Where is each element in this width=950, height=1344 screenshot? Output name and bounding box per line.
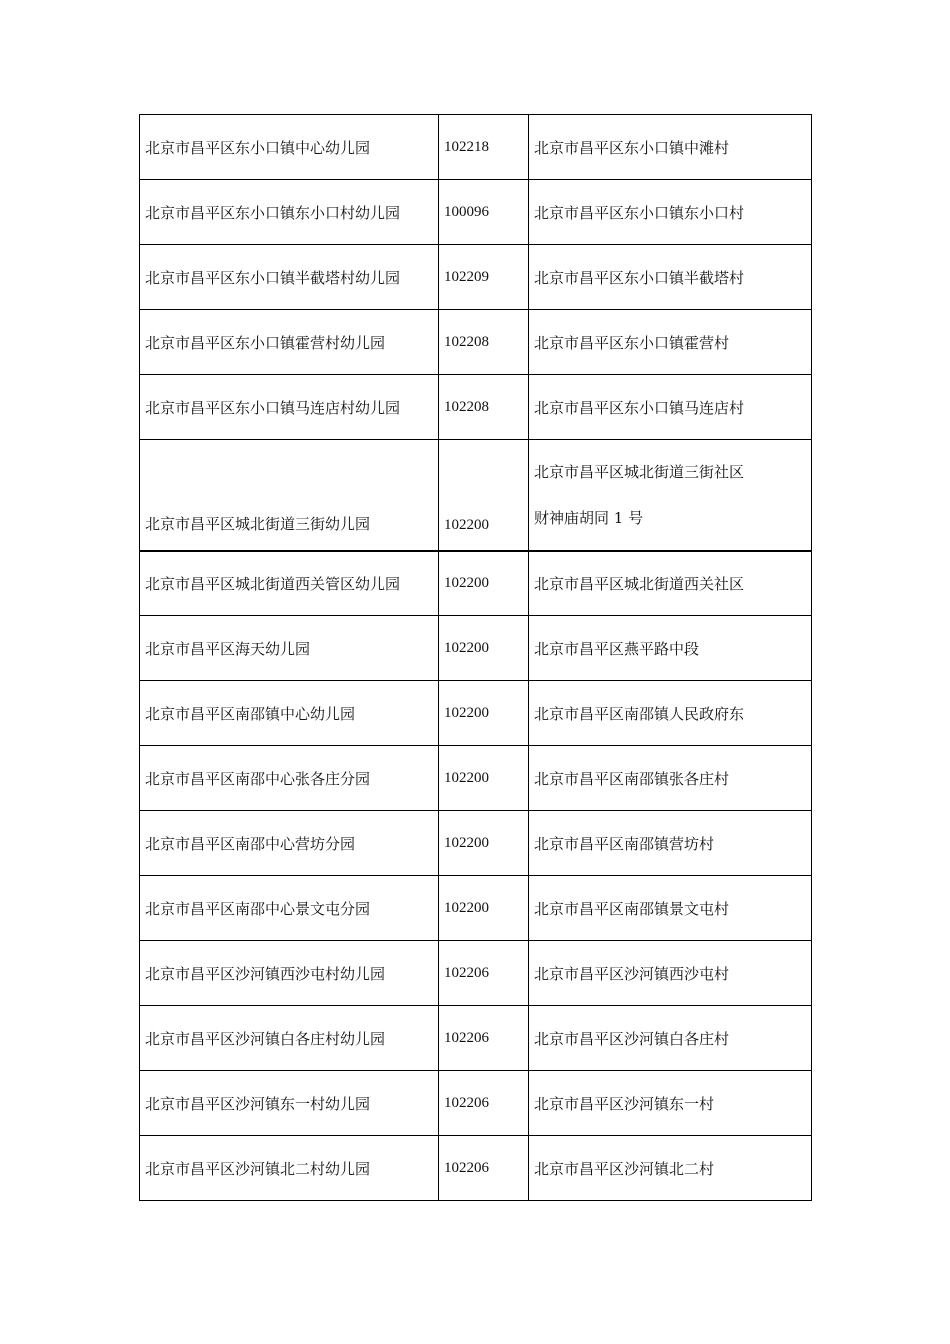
address: 北京市昌平区南邵镇景文屯村 (529, 876, 812, 941)
address: 北京市昌平区南邵镇张各庄村 (529, 746, 812, 811)
address: 北京市昌平区东小口镇马连店村 (529, 375, 812, 440)
kindergarten-name: 北京市昌平区南邵中心营坊分园 (140, 811, 439, 876)
kindergarten-table (139, 114, 812, 1201)
postal-code: 102218 (439, 115, 529, 180)
address: 北京市昌平区东小口镇东小口村 (529, 180, 812, 245)
postal-code: 102200 (439, 551, 529, 616)
address: 北京市昌平区东小口镇半截塔村 (529, 245, 812, 310)
table-row (140, 1136, 812, 1201)
postal-code: 102208 (439, 310, 529, 375)
table-row (140, 180, 812, 245)
table-row (140, 746, 812, 811)
address: 北京市昌平区沙河镇北二村 (529, 1136, 812, 1201)
postal-code: 102206 (439, 1071, 529, 1136)
kindergarten-name: 北京市昌平区东小口镇半截塔村幼儿园 (140, 245, 439, 310)
postal-code: 102209 (439, 245, 529, 310)
table-row (140, 876, 812, 941)
postal-code: 100096 (439, 180, 529, 245)
postal-code: 102200 (439, 616, 529, 681)
kindergarten-name: 北京市昌平区城北街道三街幼儿园 (140, 440, 439, 551)
kindergarten-name: 北京市昌平区沙河镇北二村幼儿园 (140, 1136, 439, 1201)
postal-code: 102200 (439, 811, 529, 876)
kindergarten-name: 北京市昌平区南邵中心张各庄分园 (140, 746, 439, 811)
table-row (140, 245, 812, 310)
table-row (140, 616, 812, 681)
postal-code: 102200 (439, 681, 529, 746)
kindergarten-name: 北京市昌平区东小口镇中心幼儿园 (140, 115, 439, 180)
address-line-1: 北京市昌平区城北街道三街社区 (534, 462, 745, 481)
address: 北京市昌平区南邵镇营坊村 (529, 811, 812, 876)
table-row (140, 681, 812, 746)
kindergarten-name: 北京市昌平区东小口镇东小口村幼儿园 (140, 180, 439, 245)
address: 北京市昌平区城北街道西关社区 (529, 551, 812, 616)
kindergarten-name: 北京市昌平区沙河镇白各庄村幼儿园 (140, 1006, 439, 1071)
address: 北京市昌平区沙河镇东一村 (529, 1071, 812, 1136)
address: 北京市昌平区东小口镇中滩村 (529, 115, 812, 180)
table-row (140, 375, 812, 440)
postal-code: 102206 (439, 1136, 529, 1201)
postal-code: 102208 (439, 375, 529, 440)
postal-code: 102206 (439, 1006, 529, 1071)
kindergarten-name: 北京市昌平区东小口镇霍营村幼儿园 (140, 310, 439, 375)
table-row (140, 1071, 812, 1136)
postal-code: 102206 (439, 941, 529, 1006)
table-row (140, 811, 812, 876)
kindergarten-name: 北京市昌平区海天幼儿园 (140, 616, 439, 681)
address: 北京市昌平区东小口镇霍营村 (529, 310, 812, 375)
table-row (140, 1006, 812, 1071)
postal-code: 102200 (439, 746, 529, 811)
kindergarten-name: 北京市昌平区南邵中心景文屯分园 (140, 876, 439, 941)
table-row (140, 310, 812, 375)
kindergarten-name: 北京市昌平区沙河镇东一村幼儿园 (140, 1071, 439, 1136)
address-line-2: 财神庙胡同 1 号 (534, 508, 644, 527)
postal-code: 102200 (439, 440, 529, 551)
kindergarten-name: 北京市昌平区城北街道西关管区幼儿园 (140, 551, 439, 616)
address: 北京市昌平区南邵镇人民政府东 (529, 681, 812, 746)
kindergarten-name: 北京市昌平区南邵镇中心幼儿园 (140, 681, 439, 746)
postal-code: 102200 (439, 876, 529, 941)
table-row (140, 115, 812, 180)
kindergarten-name: 北京市昌平区东小口镇马连店村幼儿园 (140, 375, 439, 440)
address: 北京市昌平区沙河镇西沙屯村 (529, 941, 812, 1006)
kindergarten-name: 北京市昌平区沙河镇西沙屯村幼儿园 (140, 941, 439, 1006)
address: 北京市昌平区沙河镇白各庄村 (529, 1006, 812, 1071)
address: 北京市昌平区燕平路中段 (529, 616, 812, 681)
table-row (140, 551, 812, 616)
table-row (140, 941, 812, 1006)
table-row (140, 440, 812, 551)
address (529, 440, 812, 551)
